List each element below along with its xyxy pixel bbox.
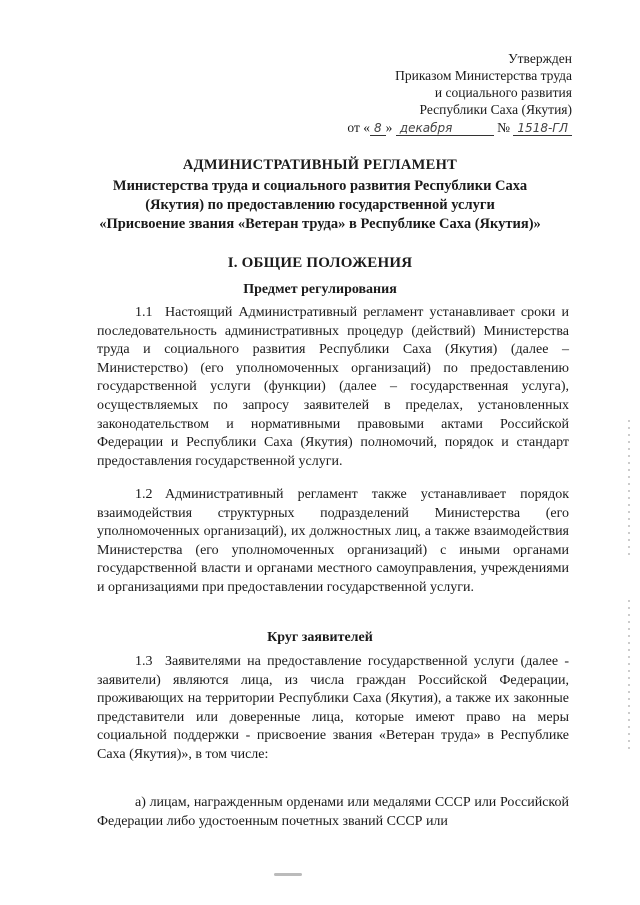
approval-line-ministry: и социального развития [434,85,572,100]
paragraph-text: Заявителями на предоставление государственной услуги (далее - заявители) являются лица, из числа граждан Российской Федерации, проживающих на территории Республики Саха (Якутия), а также их законные представители или доверенные лица, которые имеют право на меры социальной поддержки - присвоение звания «Ветеран труда» в Республике Саха (Якутия)», в том числе: [97,654,569,762]
paragraph-number: 1.3 [135,654,153,669]
paragraph-number: 1.1 [135,305,153,320]
date-month: декабря [396,121,494,136]
section-heading: I. ОБЩИЕ ПОЛОЖЕНИЯ [227,255,413,271]
paragraph-1-2 [97,486,569,598]
date-day: 8 [370,121,386,136]
title-line-2: (Якутия) по предоставлению государственной услуги [145,197,495,213]
approval-line-approved: Утвержден [508,51,572,66]
scan-margin-mark [628,600,630,750]
title-line-3: «Присвоение звания «Ветеран труда» в Республике Саха (Якутия)» [99,216,541,232]
paragraph-text: Административный регламент также устанавливает порядок взаимодействия структурных подразделений Министерства (его уполномоченных организаций), их должностных лиц, а также взаимодействия Министерства (его уполномоченных организаций) с иными органами государственной власти и органами местного самоуправления, учреждениями и организациями при предоставлении государственной услуги. [97,487,569,595]
approval-stamp [347,50,572,136]
paragraph-1-1 [97,304,569,471]
subheading-regulation-subject: Предмет регулирования [243,282,397,297]
title-line-1: Министерства труда и социального развития Республики Саха [112,178,528,194]
date-day-close: » [385,120,393,135]
document-type-title: АДМИНИСТРАТИВНЫЙ РЕГЛАМЕНТ [182,157,458,173]
order-number: 1518-ГЛ [513,121,572,136]
scan-margin-mark [628,420,630,560]
subheading-applicants: Круг заявителей [267,630,373,645]
paragraph-number: 1.2 [135,487,153,502]
approval-date-line [347,119,572,136]
approval-line-republic: Республики Саха (Якутия) [419,102,572,117]
document-title-block [60,156,580,234]
date-prefix: от « [347,120,371,135]
paragraph-item-a [97,794,569,831]
paragraph-1-3 [97,653,569,765]
scan-artifact [274,873,302,876]
number-label: № [497,120,511,135]
paragraph-text: Настоящий Административный регламент устанавливает сроки и последовательность административных процедур (действий) Министерства труда и социального развития Республики Саха (Якутия) (далее – Министерство) (его уполномоченных организаций) по предоставлению государственной услуги (функции) (далее – государственная услуга), осуществляемых по запросу заявителей в пределах, установленных законодательством и нормативными правовыми актами Российской Федерации и Республики Саха (Якутия) полномочий, порядок и стандарт предоставления государственной услуги. [97,305,569,469]
approval-line-order: Приказом Министерства труда [395,68,572,83]
paragraph-text: а) лицам, награжденным орденами или медалями СССР или Российской Федерации либо удостоенным почетных званий СССР или [97,795,569,829]
